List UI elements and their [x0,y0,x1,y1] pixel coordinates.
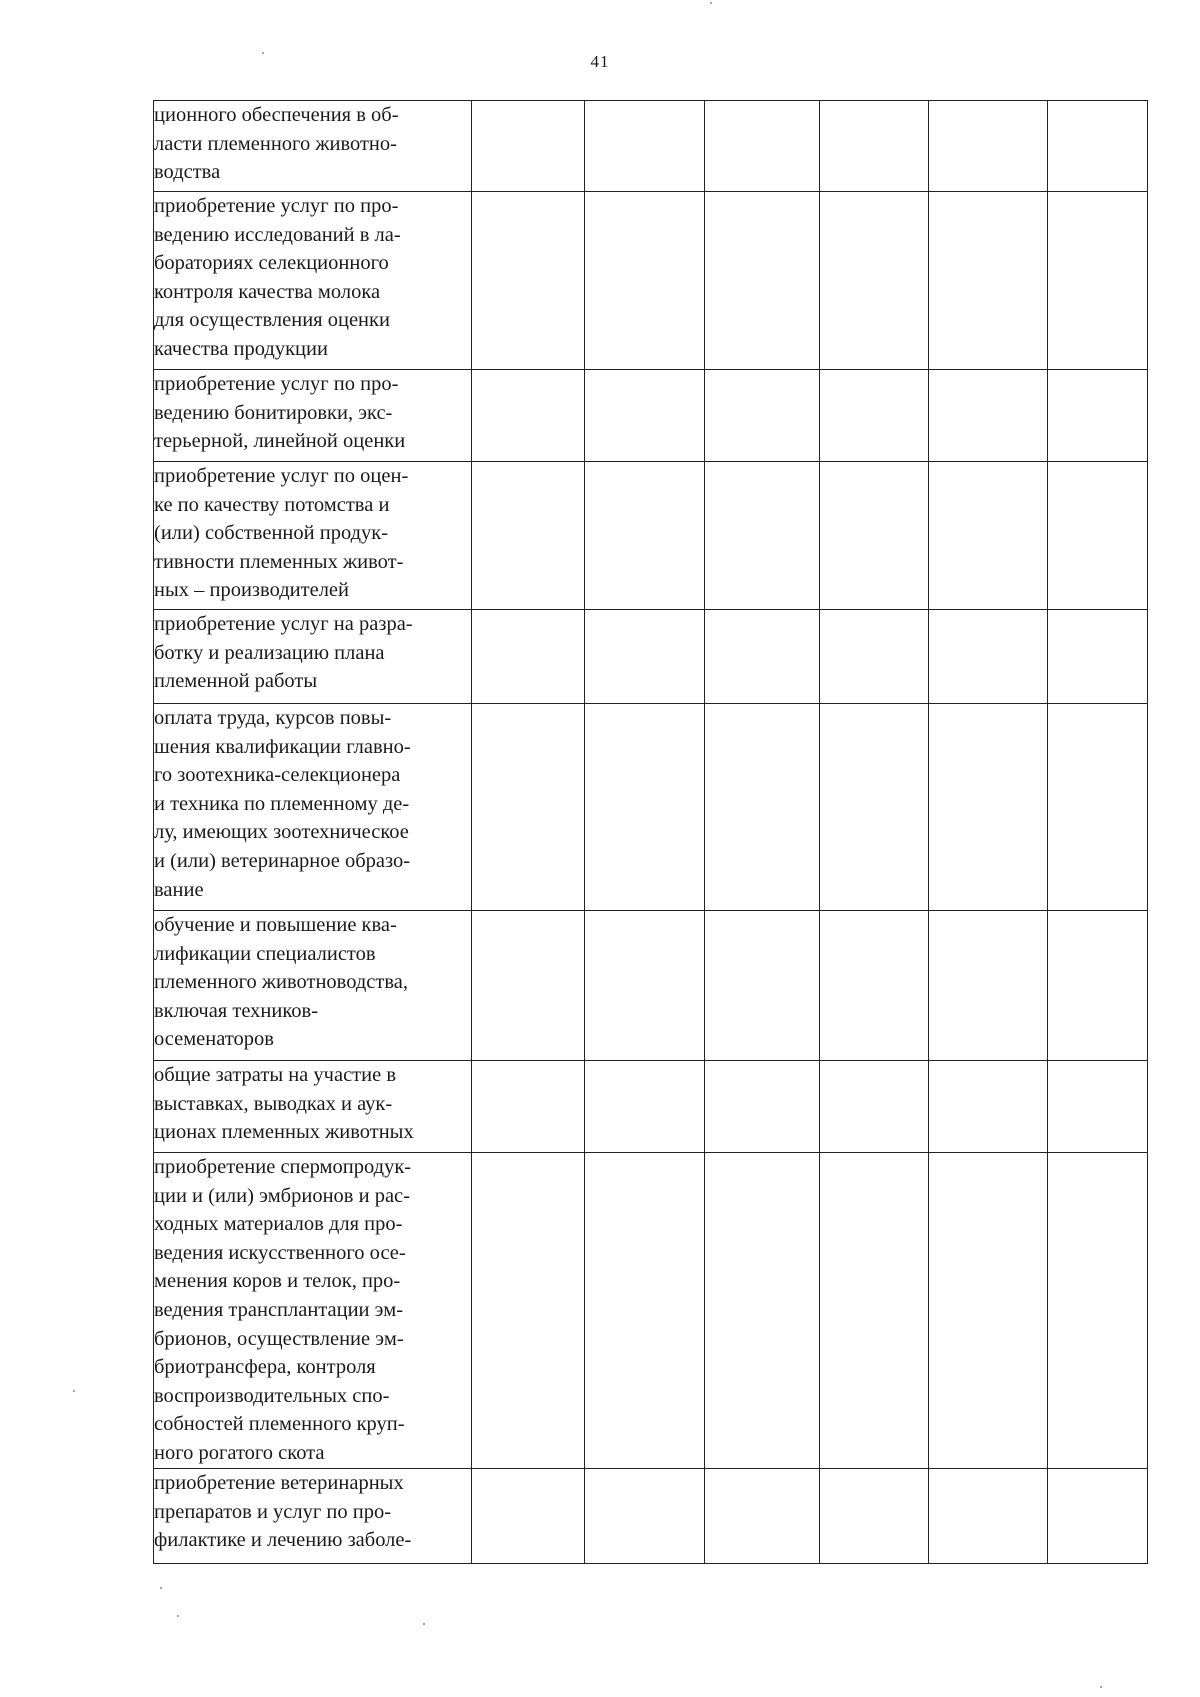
row-label-cell [154,101,472,192]
empty-value-cell [1048,101,1148,192]
empty-value-cell [585,911,705,1061]
empty-value-cell [472,1469,585,1564]
empty-value-cell [472,1153,585,1469]
empty-value-cell [705,610,820,704]
scan-speck [262,52,264,54]
empty-value-cell [820,370,929,462]
empty-value-cell [820,1153,929,1469]
empty-value-cell [820,101,929,192]
empty-value-cell [820,462,929,610]
row-label: обучение и повышение ква- лификации специалистов племенного животноводства, включая техников- осеменаторов [154,914,408,1051]
expense-table [153,100,1148,1564]
empty-value-cell [705,462,820,610]
empty-value-cell [929,610,1048,704]
row-label-cell [154,370,472,462]
table-row [154,1469,1148,1564]
empty-value-cell [929,704,1048,911]
table-row [154,1153,1148,1469]
row-label: общие затраты на участие в выставках, выводках и аук- ционах племенных животных [154,1064,414,1144]
empty-value-cell [1048,370,1148,462]
empty-value-cell [472,192,585,370]
empty-value-cell [1048,1153,1148,1469]
empty-value-cell [820,911,929,1061]
empty-value-cell [705,370,820,462]
scan-speck [160,1587,162,1589]
empty-value-cell [472,704,585,911]
row-label-cell [154,1469,472,1564]
empty-value-cell [820,192,929,370]
empty-value-cell [1048,704,1148,911]
empty-value-cell [705,1469,820,1564]
empty-value-cell [929,1469,1048,1564]
row-label: ционного обеспечения в об- ласти племенного животно- водства [154,104,399,184]
row-label: приобретение услуг по про- ведению исследований в ла- бораториях селекционного контроля качества молока для осуществления оценки качества продукции [154,195,401,360]
empty-value-cell [929,911,1048,1061]
row-label: оплата труда, курсов повы- шения квалификации главно- го зоотехника-селекционера и техника по племенному де- лу, имеющих зоотехническое и (или) ветеринарное образо- вание [154,707,411,901]
empty-value-cell [705,192,820,370]
table-row [154,462,1148,610]
empty-value-cell [585,370,705,462]
empty-value-cell [585,610,705,704]
empty-value-cell [585,101,705,192]
empty-value-cell [472,101,585,192]
scan-speck [73,1390,75,1392]
empty-value-cell [929,101,1048,192]
empty-value-cell [820,610,929,704]
row-label: приобретение спермопродук- ции и (или) эмбрионов и рас- ходных материалов для про- ведения искусственного осе- менения коров и телок, про- ведения трансплантации эм- брионов, осуществление эм- бриотрансфера, контроля воспроизводительных спо- собностей племенного круп- ного рогатого скота [154,1156,412,1464]
row-label-cell [154,1061,472,1153]
empty-value-cell [585,704,705,911]
empty-value-cell [929,370,1048,462]
table-row [154,704,1148,911]
row-label: приобретение услуг на разра- ботку и реализацию плана племенной работы [154,613,413,693]
empty-value-cell [1048,1061,1148,1153]
row-label: приобретение ветеринарных препаратов и услуг по про- филактике и лечению заболе- [154,1472,412,1552]
empty-value-cell [705,1061,820,1153]
empty-value-cell [472,1061,585,1153]
empty-value-cell [705,1153,820,1469]
scan-speck [710,2,712,4]
scan-speck [1100,1686,1102,1688]
row-label-cell [154,911,472,1061]
empty-value-cell [472,462,585,610]
empty-value-cell [705,704,820,911]
empty-value-cell [585,1153,705,1469]
row-label: приобретение услуг по оцен- ке по качеству потомства и (или) собственной продук- тивности племенных живот- ных – производителей [154,465,409,602]
empty-value-cell [472,370,585,462]
empty-value-cell [585,1061,705,1153]
table-row [154,911,1148,1061]
empty-value-cell [585,462,705,610]
table-row [154,192,1148,370]
empty-value-cell [585,1469,705,1564]
table-row [154,370,1148,462]
empty-value-cell [1048,462,1148,610]
empty-value-cell [820,704,929,911]
empty-value-cell [929,192,1048,370]
table-row [154,1061,1148,1153]
row-label-cell [154,192,472,370]
scan-speck [177,1615,179,1617]
row-label-cell [154,462,472,610]
empty-value-cell [820,1061,929,1153]
empty-value-cell [929,1061,1048,1153]
empty-value-cell [1048,911,1148,1061]
empty-value-cell [929,1153,1048,1469]
empty-value-cell [820,1469,929,1564]
empty-value-cell [1048,192,1148,370]
row-label: приобретение услуг по про- ведению бонитировки, экс- терьерной, линейной оценки [154,373,406,453]
empty-value-cell [1048,610,1148,704]
empty-value-cell [705,911,820,1061]
row-label-cell [154,704,472,911]
row-label-cell [154,1153,472,1469]
row-label-cell [154,610,472,704]
empty-value-cell [1048,1469,1148,1564]
table-row [154,610,1148,704]
empty-value-cell [472,911,585,1061]
page-number: 41 [590,52,610,71]
empty-value-cell [705,101,820,192]
empty-value-cell [585,192,705,370]
scan-speck [423,1623,425,1625]
table-row [154,101,1148,192]
empty-value-cell [472,610,585,704]
empty-value-cell [929,462,1048,610]
